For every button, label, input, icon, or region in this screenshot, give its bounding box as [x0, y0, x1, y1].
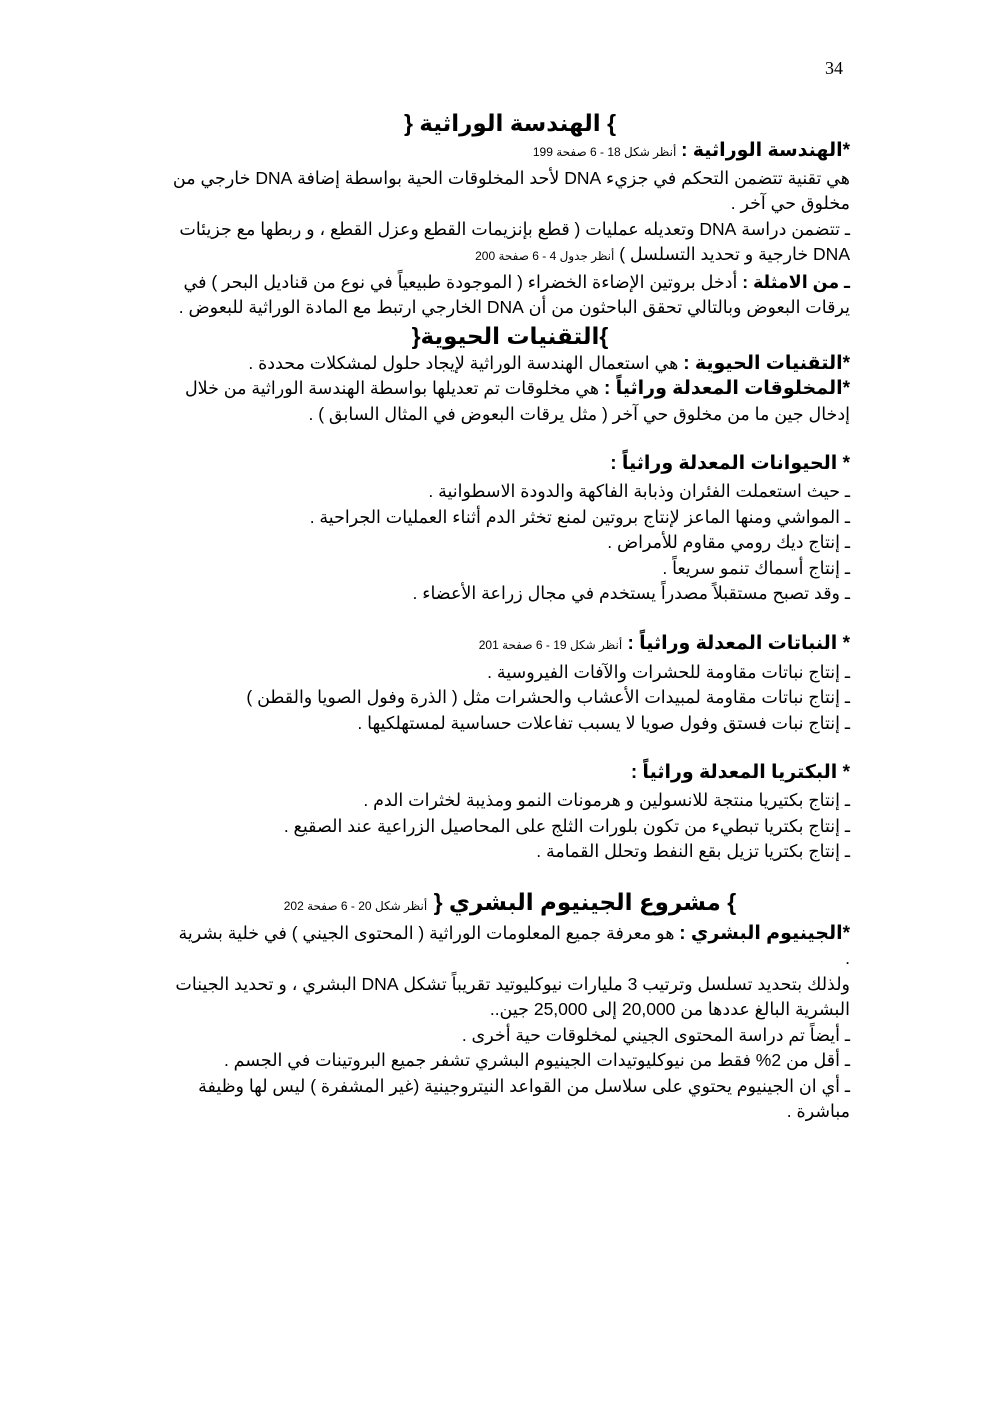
list-item: ـ إنتاج بكتريا تزيل بقع النفط وتحلل القمامة .: [536, 841, 850, 861]
term-gmo: *المخلوقات المعدلة وراثياً :: [604, 378, 850, 399]
heading-gm-bacteria: * البكتريا المعدلة وراثياً :: [630, 762, 850, 783]
heading-gm-plants: * النباتات المعدلة وراثياً : أنظر شكل 19 - 6 صفحة 201: [478, 632, 850, 654]
list-item: ـ المواشي ومنها الماعز لإنتاج بروتين لمنع تخثر الدم أثناء العمليات الجراحية .: [309, 506, 850, 527]
term-biotechnology: *التقنيات الحيوية :: [683, 352, 850, 374]
list-item: ـ إنتاج أسماك تنمو سريعاً .: [662, 557, 850, 578]
term-human-genome: *الجينيوم البشري :: [679, 922, 850, 944]
list-item: ـ حيث استعملت الفئران وذبابة الفاكهة والدودة الاسطوانية .: [428, 481, 850, 501]
heading-gm-animals: * الحيوانات المعدلة وراثياً :: [610, 453, 850, 474]
list-item: ـ وقد تصبح مستقبلاً مصدراً يستخدم في مجال زراعة الأعضاء .: [412, 583, 850, 603]
definition-gmo: *المخلوقات المعدلة وراثياً : هي مخلوقات تم تعديلها بواسطة الهندسة الوراثية من خلال إدخال جين ما من مخلوق حي آخر ( مثل يرقات البعوض في المثال السابق ) .: [184, 378, 850, 424]
page-number: 34: [825, 58, 843, 78]
list-item: ـ أيضاً تم دراسة المحتوى الجيني لمخلوقات حية أخرى .: [461, 1024, 850, 1045]
definition-biotechnology: *التقنيات الحيوية : هي استعمال الهندسة الوراثية لإيجاد حلول لمشكلات محددة .: [248, 352, 850, 374]
point-dna-study: ـ تتضمن دراسة DNA وتعديله عمليات ( قطع بإنزيمات القطع وعزل القطع ، و ربطها مع جزيئات DNA خارجية و تحديد التسلسل ) أنظر جدول 4 - 6 صفحة 200: [179, 218, 850, 264]
list-item: ـ إنتاج نباتات مقاومة للحشرات والآفات الفيروسية .: [487, 661, 850, 682]
figure-reference: أنظر شكل 19 - 6 صفحة 201: [478, 637, 623, 652]
list-item: ـ إنتاج بكتريا تبطيء من تكون بلورات الثلج على المحاصيل الزراعية عند الصقيع .: [283, 815, 850, 836]
figure-reference: أنظر شكل 20 - 6 صفحة 202: [283, 898, 428, 913]
list-item: ـ أي ان الجينيوم يحتوي على سلاسل من القواعد النيتروجينية (غير المشفرة ) ليس لها وظيفة مباشرة .: [198, 1075, 850, 1121]
section-title-genetic-engineering: } الهندسة الوراثية {: [403, 110, 617, 136]
list-item: ـ إنتاج نبات فستق وفول صويا لا يسبب تفاعلات حساسية لمستهلكيها .: [357, 712, 850, 733]
section-title-biotechnology: }التقنيات الحيوية{: [411, 322, 609, 349]
term-examples: ـ من الامثلة :: [742, 271, 850, 292]
list-item: ـ أقل من 2% فقط من نيوكليوتيدات الجينيوم البشري تشفر جميع البروتينات في الجسم .: [223, 1050, 850, 1070]
page-content: [170, 108, 850, 1125]
definition-text: هي تقنية تتضمن التحكم في جزيء DNA لأحد المخلوقات الحية بواسطة إضافة DNA خارجي من مخلوق حي آخر .: [172, 167, 850, 213]
term-genetic-engineering: *الهندسة الوراثية :: [681, 140, 850, 161]
list-item: ـ إنتاج نباتات مقاومة لمبيدات الأعشاب والحشرات مثل ( الذرة وفول الصويا والقطن ): [246, 687, 850, 707]
figure-reference: أنظر شكل 18 - 6 صفحة 199: [532, 145, 677, 159]
definition-human-genome: *الجينيوم البشري : هو معرفة جميع المعلومات الوراثية ( المحتوى الجيني ) في خلية بشرية .: [178, 922, 850, 968]
table-reference: أنظر جدول 4 - 6 صفحة 200: [475, 249, 615, 263]
list-item: ـ إنتاج ديك رومي مقاوم للأمراض .: [607, 532, 850, 552]
genome-paragraph: ولذلك بتحديد تسلسل وترتيب 3 مليارات نيوكليوتيد تقريباً تشكل DNA البشري ، و تحديد الجينات البشرية البالغ عددها من 20,000 إلى 25,000 جين..: [175, 973, 850, 1019]
section-title-human-genome: } مشروع الجينيوم البشري { أنظر شكل 20 - 6 صفحة 202: [283, 888, 737, 915]
list-item: ـ إنتاج بكتيريا منتجة للانسولين و هرمونات النمو ومذيبة لخثرات الدم .: [363, 790, 850, 810]
example-paragraph: [170, 270, 850, 321]
definition-genetic-engineering: [170, 138, 850, 217]
example-text: أدخل بروتين الإضاءة الخضراء ( الموجودة طبيعياً في نوع من قناديل البحر ) في يرقات البعوض وبالتالي تحقق الباحثون من أن DNA الخارجي ارتبط مع المادة الوراثية للبعوض .: [178, 271, 850, 317]
